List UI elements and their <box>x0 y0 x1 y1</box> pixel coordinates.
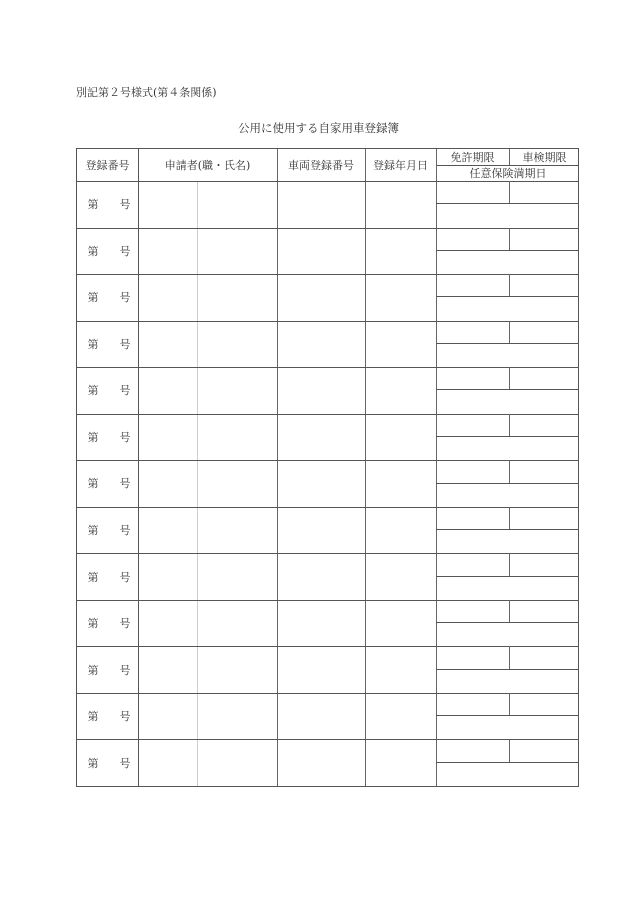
reg-no-suffix: 号 <box>119 430 131 444</box>
reg-no-suffix: 号 <box>119 570 131 584</box>
reg-no-suffix: 号 <box>119 198 131 212</box>
reg-no-suffix: 号 <box>119 477 131 491</box>
reg-no-prefix: 第 <box>87 337 99 351</box>
column-divider <box>277 149 278 786</box>
reg-no-prefix: 第 <box>87 384 99 398</box>
reg-no-suffix: 号 <box>119 291 131 305</box>
header-reg-no: 登録番号 <box>85 159 130 172</box>
reg-no-suffix: 号 <box>119 710 131 724</box>
column-divider <box>138 149 139 786</box>
reg-no-prefix: 第 <box>87 524 99 538</box>
form-label: 別記第２号様式(第４条関係) <box>76 86 217 99</box>
reg-no-prefix: 第 <box>87 756 99 770</box>
reg-no-prefix: 第 <box>87 617 99 631</box>
column-divider <box>197 181 198 786</box>
reg-no-prefix: 第 <box>87 570 99 584</box>
reg-no-suffix: 号 <box>119 244 131 258</box>
reg-no-suffix: 号 <box>119 524 131 538</box>
reg-no-prefix: 第 <box>87 663 99 677</box>
header-insurance-expiry: 任意保険満期日 <box>469 167 547 180</box>
header-vehicle-no: 車両登録番号 <box>288 159 354 172</box>
reg-no-prefix: 第 <box>87 430 99 444</box>
reg-no-suffix: 号 <box>119 617 131 631</box>
header-applicant: 申請者(職・氏名) <box>164 159 251 172</box>
header-reg-date: 登録年月日 <box>373 159 428 172</box>
reg-no-prefix: 第 <box>87 710 99 724</box>
header-license-expiry: 免許期限 <box>450 151 495 164</box>
column-divider <box>436 149 437 786</box>
reg-no-suffix: 号 <box>119 337 131 351</box>
reg-no-suffix: 号 <box>119 384 131 398</box>
column-divider <box>365 149 366 786</box>
document-title: 公用に使用する自家用車登録簿 <box>238 121 399 135</box>
reg-no-prefix: 第 <box>87 244 99 258</box>
reg-no-prefix: 第 <box>87 477 99 491</box>
reg-no-suffix: 号 <box>119 663 131 677</box>
header-divider <box>77 181 578 182</box>
reg-no-prefix: 第 <box>87 198 99 212</box>
registration-table <box>76 148 579 787</box>
header-inspection-expiry: 車検期限 <box>522 151 567 164</box>
reg-no-suffix: 号 <box>119 756 131 770</box>
reg-no-prefix: 第 <box>87 291 99 305</box>
